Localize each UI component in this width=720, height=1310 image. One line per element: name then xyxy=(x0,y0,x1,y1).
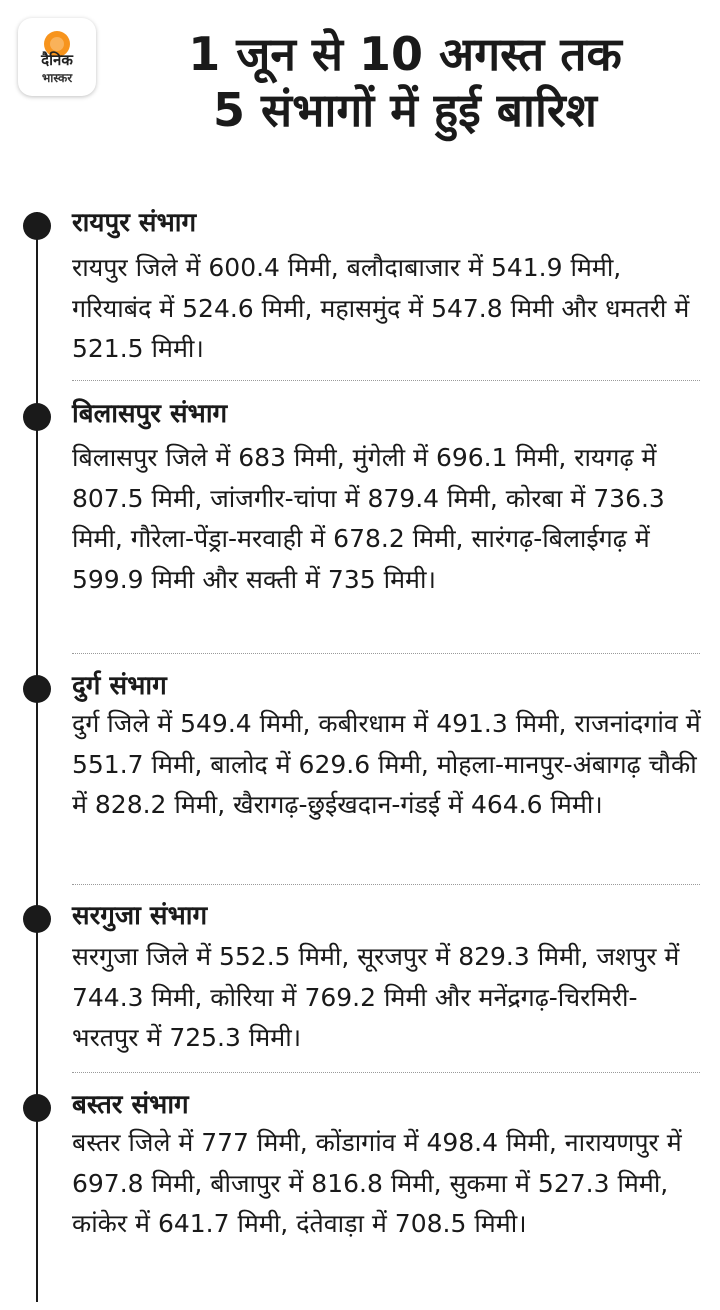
timeline-bullet xyxy=(23,1094,51,1122)
title-line-2: 5 संभागों में हुई बारिश xyxy=(213,83,597,137)
section-title-bilaspur: बिलासपुर संभाग xyxy=(72,399,228,429)
section-body-bilaspur: बिलासपुर जिले में 683 मिमी, मुंगेली में 696.1 मिमी, रायगढ़ में 807.5 मिमी, जांजगीर-चांपा में 879.4 मिमी, कोरबा में 736.3 मिमी, गौरेला-पेंड्रा-मरवाही में 678.2 मिमी, सारंगढ़-बिलाईगढ़ में 599.9 मिमी और सक्ती में 735 मिमी। xyxy=(72,443,665,594)
logo-line-2: भास्कर xyxy=(41,71,73,85)
timeline-bullet xyxy=(23,403,51,431)
section-divider xyxy=(72,380,700,381)
timeline-bullet xyxy=(23,905,51,933)
section-title-bastar: बस्तर संभाग xyxy=(72,1090,189,1120)
section-body-raipur: रायपुर जिले में 600.4 मिमी, बलौदाबाजार में 541.9 मिमी, गरियाबंद में 524.6 मिमी, महासमुंद में 547.8 मिमी और धमतरी में 521.5 मिमी। xyxy=(72,253,690,363)
section-body-bastar: बस्तर जिले में 777 मिमी, कोंडागांव में 498.4 मिमी, नारायणपुर में 697.8 मिमी, बीजापुर में 816.8 मिमी, सुकमा में 527.3 मिमी, कांकेर में 641.7 मिमी, दंतेवाड़ा में 708.5 मिमी। xyxy=(72,1128,682,1238)
title-line-1: 1 जून से 10 अगस्त तक xyxy=(188,27,622,81)
section-body-durg: दुर्ग जिले में 549.4 मिमी, कबीरधाम में 491.3 मिमी, राजनांदगांव में 551.7 मिमी, बालोद में 629.6 मिमी, मोहला-मानपुर-अंबागढ़ चौकी में 828.2 मिमी, खैरागढ़-छुईखदान-गंडई में 464.6 मिमी। xyxy=(72,709,701,819)
section-divider xyxy=(72,653,700,654)
timeline-bullet xyxy=(23,675,51,703)
page-title xyxy=(100,26,710,138)
section-divider xyxy=(72,884,700,885)
timeline-bullet xyxy=(23,212,51,240)
section-divider xyxy=(72,1072,700,1073)
section-title-surguja: सरगुजा संभाग xyxy=(72,901,208,931)
section-title-raipur: रायपुर संभाग xyxy=(72,208,197,238)
section-title-durg: दुर्ग संभाग xyxy=(72,671,167,701)
dainik-bhaskar-logo xyxy=(18,18,96,96)
section-body-surguja: सरगुजा जिले में 552.5 मिमी, सूरजपुर में 829.3 मिमी, जशपुर में 744.3 मिमी, कोरिया में 769.2 मिमी और मनेंद्रगढ़-चिरमिरी-भरतपुर में 725.3 मिमी। xyxy=(72,942,680,1052)
timeline-line xyxy=(36,212,38,1302)
logo-line-1: दैनिक xyxy=(41,51,73,69)
